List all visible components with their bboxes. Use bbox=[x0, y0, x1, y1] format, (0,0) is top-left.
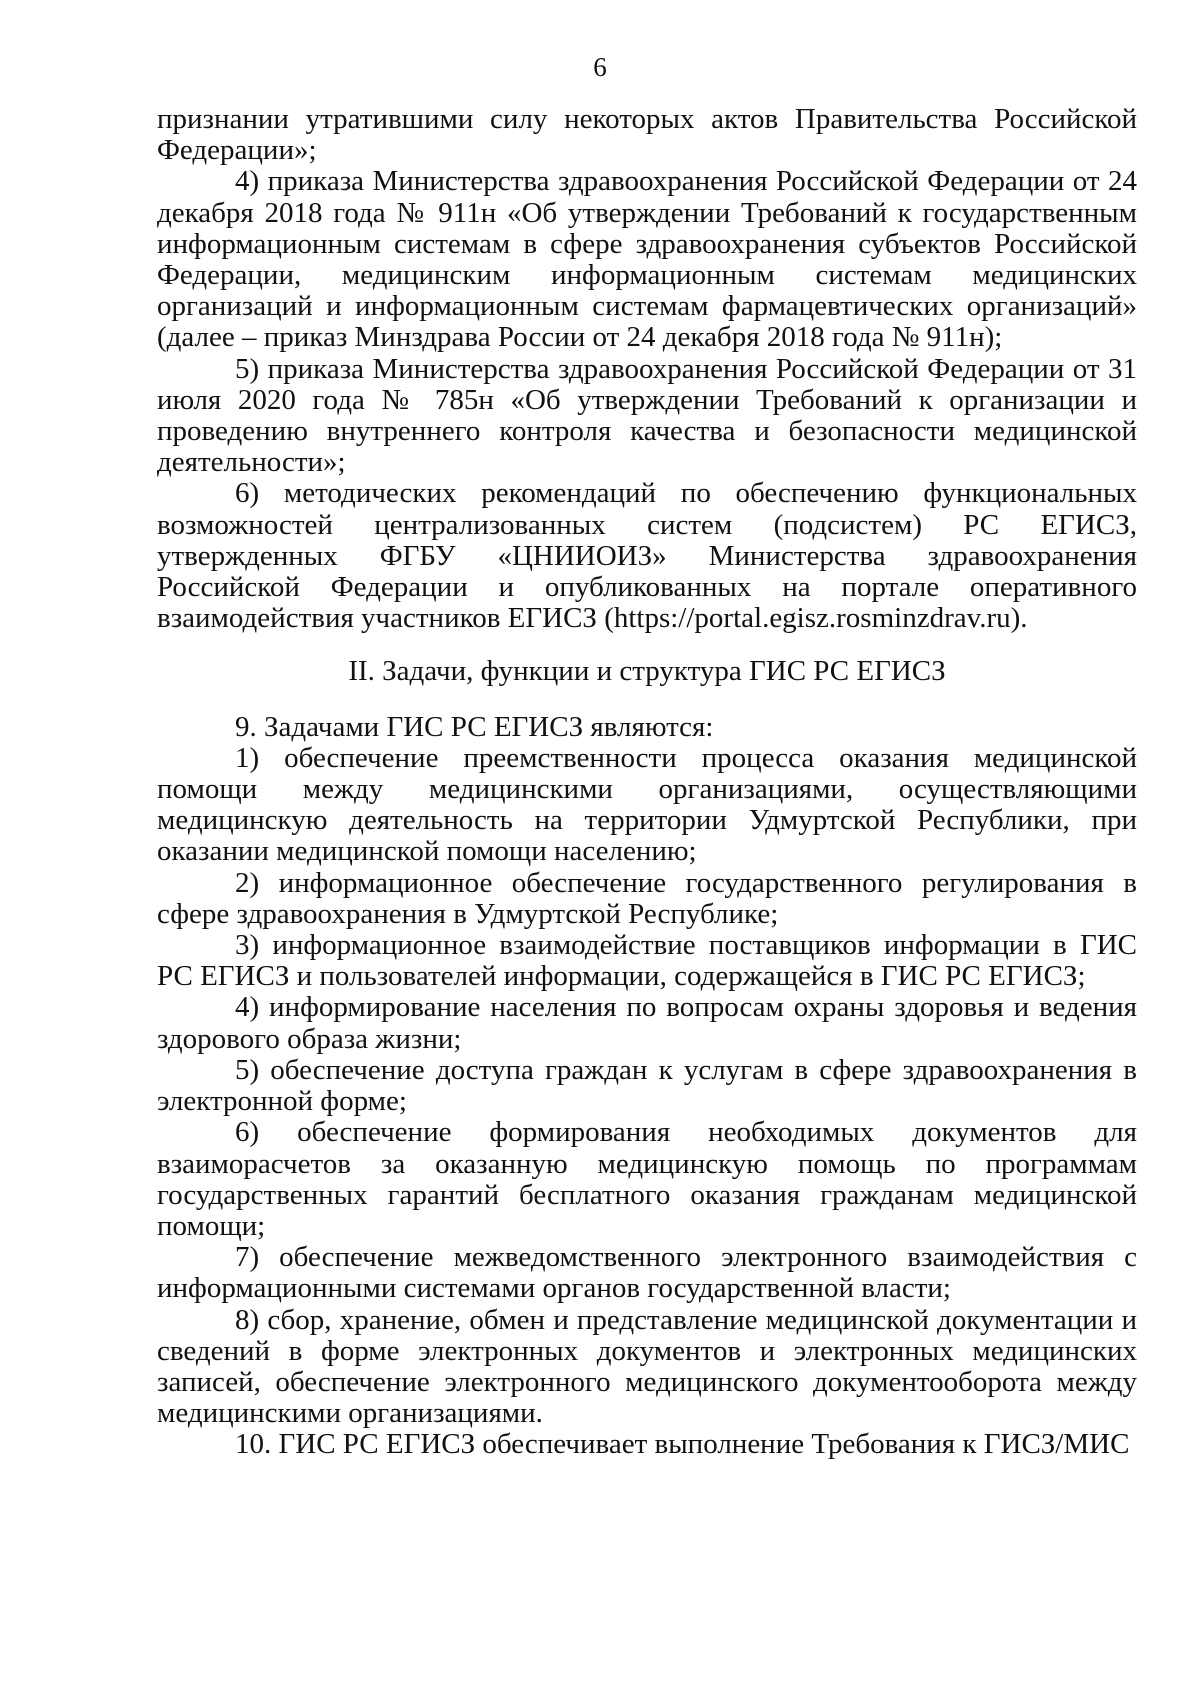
task-item-2: 2) информационное обеспечение государственного регулирования в сфере здравоохранения в Удмуртской Республике; bbox=[157, 866, 1137, 930]
task-item-5: 5) обеспечение доступа граждан к услугам в сфере здравоохранения в электронной форме; bbox=[157, 1053, 1137, 1118]
intro-paragraph: признании утратившими силу некоторых актов Правительства Российской Федерации»; bbox=[157, 103, 1137, 167]
document-body bbox=[157, 104, 1137, 1461]
list-item-6: 6) методических рекомендаций по обеспечению функциональных возможностей централизованных систем (подсистем) РС ЕГИСЗ, утвержденных ФГБУ «ЦНИИОИЗ» Министерства здравоохранения Российской Федерации и опубликованных на портале оперативного взаимодействия участников ЕГИСЗ (https://portal.egisz.rosminzdrav.ru). bbox=[157, 477, 1137, 635]
section-heading: II. Задачи, функции и структура ГИС РС ЕГИСЗ bbox=[348, 655, 946, 688]
task-item-4: 4) информирование населения по вопросам охраны здоровья и ведения здорового образа жизни; bbox=[157, 991, 1137, 1055]
list-item-4: 4) приказа Министерства здравоохранения Российской Федерации от 24 декабря 2018 года № 911н «Об утверждении Требований к государственным информационным системам в сфере здравоохранения субъектов Российской Федерации, медицинским информационным системам медицинских организаций и информационным системам фармацевтических организаций» (далее – приказ Минздрава России от 24 декабря 2018 года № 911н); bbox=[157, 165, 1137, 354]
page-number: 6 bbox=[593, 52, 607, 82]
paragraph-10: 10. ГИС РС ЕГИСЗ обеспечивает выполнение Требования к ГИСЗ/МИС bbox=[235, 1428, 1130, 1461]
paragraph-9: 9. Задачами ГИС РС ЕГИСЗ являются: bbox=[235, 710, 714, 743]
list-item-5: 5) приказа Министерства здравоохранения Российской Федерации от 31 июля 2020 года № 785н «Об утверждении Требований к организации и проведению внутреннего контроля качества и безопасности медицинской деятельности»; bbox=[157, 352, 1137, 479]
task-item-8: 8) сбор, хранение, обмен и представление медицинской документации и сведений в форме электронных документов и электронных медицинских записей, обеспечение электронного медицинского документооборота между медицинскими организациями. bbox=[157, 1303, 1137, 1430]
task-item-1: 1) обеспечение преемственности процесса оказания медицинской помощи между медицинскими организациями, осуществляющими медицинскую деятельность на территории Удмуртской Республики, при оказании медицинской помощи населению; bbox=[157, 741, 1137, 868]
task-item-6: 6) обеспечение формирования необходимых документов для взаиморасчетов за оказанную медицинскую помощь по программам государственных гарантий бесплатного оказания гражданам медицинской помощи; bbox=[157, 1116, 1137, 1242]
task-item-3: 3) информационное взаимодействие поставщиков информации в ГИС РС ЕГИСЗ и пользователей информации, содержащейся в ГИС РС ЕГИСЗ; bbox=[157, 929, 1137, 993]
task-item-7: 7) обеспечение межведомственного электронного взаимодействия с информационными системами органов государственной власти; bbox=[157, 1241, 1137, 1305]
